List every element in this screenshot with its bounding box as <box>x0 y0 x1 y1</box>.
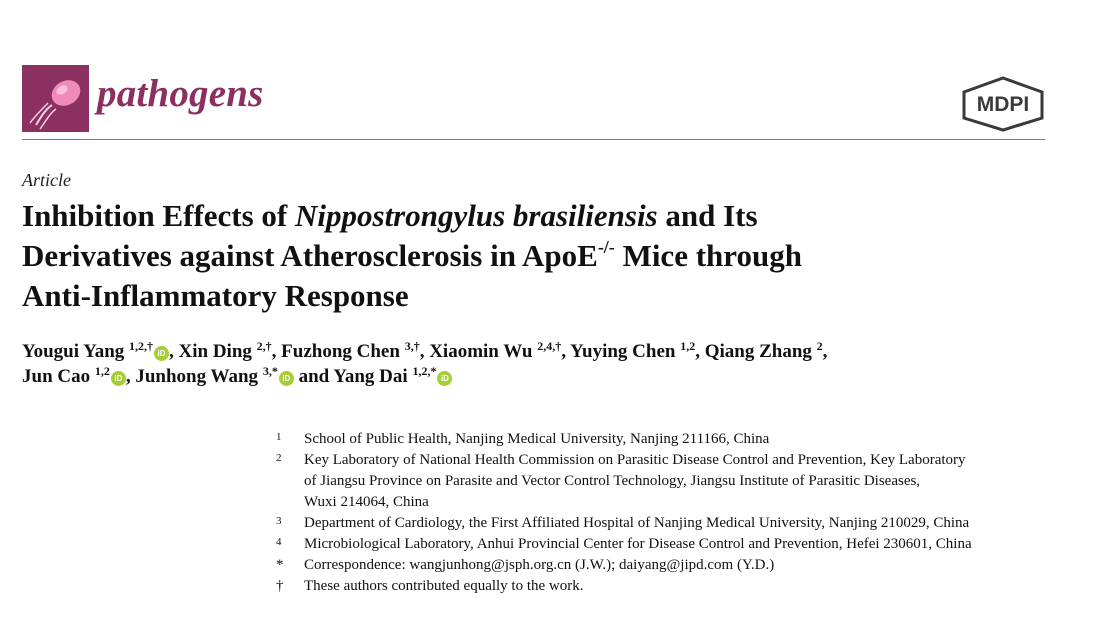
author-affiliation-marks: 3,† <box>404 339 420 353</box>
equal-contribution-note <box>276 576 1076 597</box>
author-name: Yang Dai <box>333 366 408 387</box>
author-separator: , <box>419 341 430 362</box>
author-affiliation-marks: 1,2 <box>94 364 110 378</box>
affiliation-text: Department of Cardiology, the First Affiliated Hospital of Nanjing Medical University, Nanjing 210029, China <box>304 515 970 531</box>
affiliation-text-line: Key Laboratory of National Health Commission on Parasitic Disease Control and Prevention, Key Laboratory <box>304 452 966 468</box>
author[interactable] <box>429 341 561 362</box>
pathogen-bacterium-icon <box>22 65 89 132</box>
author-affiliation-marks: 1,2,* <box>412 364 437 378</box>
title-text: Mice through <box>614 238 802 273</box>
equal-contribution-text: These authors contributed equally to the work. <box>304 578 584 594</box>
author[interactable] <box>22 341 153 362</box>
author-affiliation-marks: 3,* <box>262 364 278 378</box>
author[interactable] <box>135 366 277 387</box>
title-line-1 <box>22 196 1062 236</box>
orcid-icon[interactable]: iD <box>154 346 169 361</box>
affiliation-item <box>276 513 1076 534</box>
author-line-2 <box>22 364 1062 389</box>
author-affiliation-marks: 1,2,† <box>129 339 154 353</box>
correspondence-mark: * <box>276 557 284 573</box>
affiliation-number: 2 <box>276 452 282 464</box>
author[interactable] <box>179 341 272 362</box>
affiliation-number: 4 <box>276 536 282 548</box>
author-affiliation-marks: 2,† <box>256 339 272 353</box>
author-name: Xiaomin Wu <box>429 341 533 362</box>
author-separator: , <box>822 341 828 362</box>
title-text: Anti-Inflammatory Response <box>22 278 409 313</box>
title-text: Derivatives against Atherosclerosis in ApoE <box>22 238 598 273</box>
affiliation-list <box>276 429 1076 597</box>
title-line-3 <box>22 276 1062 316</box>
dagger-mark: † <box>276 578 284 594</box>
author[interactable] <box>705 341 823 362</box>
journal-logo <box>22 65 89 132</box>
author[interactable] <box>333 366 436 387</box>
affiliation-number: 1 <box>276 431 282 443</box>
author-list <box>22 339 1062 389</box>
correspondence-text[interactable]: Correspondence: wangjunhong@jsph.org.cn (J.W.); daiyang@jipd.com (Y.D.) <box>304 557 775 573</box>
author-name: Junhong Wang <box>135 366 259 387</box>
author-name: Jun Cao <box>22 366 91 387</box>
affiliation-text: School of Public Health, Nanjing Medical University, Nanjing 211166, China <box>304 431 770 447</box>
author-line-1 <box>22 339 1062 364</box>
author-separator: , <box>695 341 705 362</box>
author-name: Xin Ding <box>178 341 252 362</box>
title-superscript: -/- <box>597 237 615 257</box>
title-text: Inhibition Effects of <box>22 198 295 233</box>
orcid-icon[interactable]: iD <box>111 371 126 386</box>
author[interactable] <box>570 341 695 362</box>
author-name: Yougui Yang <box>22 341 125 362</box>
author-separator: , <box>271 341 282 362</box>
orcid-icon[interactable]: iD <box>437 371 452 386</box>
author-separator: , <box>125 366 136 387</box>
affiliation-item <box>276 450 1076 513</box>
author[interactable] <box>281 341 420 362</box>
author-separator: , <box>169 341 179 362</box>
author[interactable] <box>22 366 110 387</box>
title-line-2 <box>22 236 1062 276</box>
affiliation-text <box>304 450 1076 513</box>
author-name: Qiang Zhang <box>704 341 812 362</box>
affiliation-item <box>276 429 1076 450</box>
mdpi-logo-text: MDPI <box>976 93 1030 116</box>
author-separator: and <box>293 366 334 387</box>
article-title <box>22 196 1062 316</box>
author-affiliation-marks: 2 <box>816 339 823 353</box>
author-affiliation-marks: 2,4,† <box>537 339 562 353</box>
affiliation-number: 3 <box>276 515 282 527</box>
affiliation-text: Microbiological Laboratory, Anhui Provincial Center for Disease Control and Prevention, Hefei 230601, China <box>304 536 972 552</box>
author-name: Yuying Chen <box>570 341 676 362</box>
author-name: Fuzhong Chen <box>281 341 400 362</box>
article-type: Article <box>22 170 71 190</box>
header-divider <box>22 139 1045 140</box>
affiliation-text-line: of Jiangsu Province on Parasite and Vector Control Technology, Jiangsu Institute of Parasitic Diseases, <box>304 473 921 489</box>
author-separator: , <box>561 341 571 362</box>
author-affiliation-marks: 1,2 <box>680 339 696 353</box>
mdpi-logo[interactable] <box>960 76 1046 132</box>
journal-name[interactable]: pathogens <box>97 72 264 115</box>
title-text: and Its <box>657 198 758 233</box>
orcid-icon[interactable]: iD <box>279 371 294 386</box>
title-species-name: Nippostrongylus brasiliensis <box>295 198 658 233</box>
correspondence-item <box>276 555 1076 576</box>
affiliation-item <box>276 534 1076 555</box>
affiliation-text-line: Wuxi 214064, China <box>304 494 429 510</box>
